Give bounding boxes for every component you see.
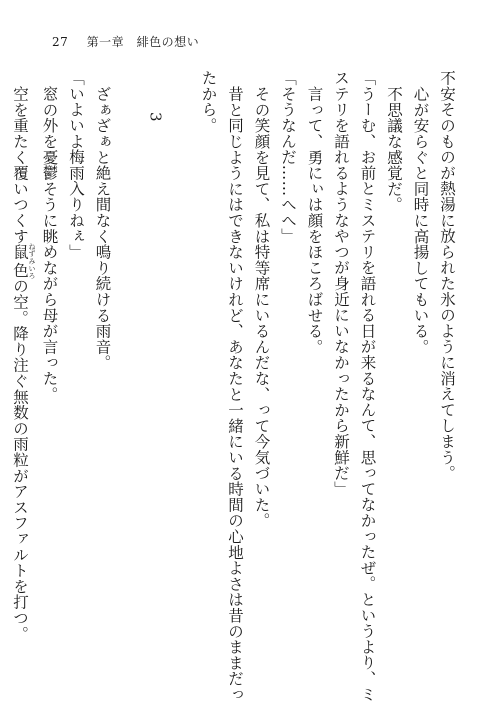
text-line: その笑顔を見て、私は特等席にいるんだな、って今気づいた。 <box>252 85 271 528</box>
novel-body-text <box>7 70 461 702</box>
text-line: 不思議な感覚だ。 <box>385 85 403 212</box>
blank-line <box>169 70 196 670</box>
text-line: 「そうなんだ……へへ」 <box>279 70 297 244</box>
text-line: 「うーむ、お前とミステリを語れる日が来るなんて、思ってなかったぜ。というより、ミ <box>358 70 377 702</box>
text-line-with-ruby <box>7 70 37 670</box>
text-line: 言って、勇にぃは顔をほころばせる。 <box>305 85 324 355</box>
text-segment: 空を重たく覆いつくす <box>11 85 29 244</box>
ruby-word <box>11 242 36 279</box>
text-line: 「いよいよ梅雨入りねぇ」 <box>67 70 85 260</box>
text-line: 心が安らぐと同時に高揚してもいる。 <box>411 85 430 355</box>
text-line: 窓の外を憂鬱そうに眺めながら母が言った。 <box>40 85 59 402</box>
text-line: 不安そのものが熱湯に放られた氷のように消えてしまう。 <box>438 70 456 481</box>
ruby-reading: ねずみいろ <box>28 242 36 279</box>
running-header <box>52 33 199 50</box>
chapter-title: 第一章 緋色の想い <box>86 35 200 49</box>
text-segment: の空。降り注ぐ無数の雨粒がアスファルトを打つ。 <box>11 277 29 641</box>
text-line: ステリを語れるようなやつが身近にいなかったから新鮮だ」 <box>332 70 350 497</box>
blank-line <box>116 70 143 670</box>
text-line: たから。 <box>199 70 218 134</box>
text-line: ざぁざぁと絶え間なく鳴り続ける雨音。 <box>93 85 112 370</box>
section-number: 3 <box>146 112 165 122</box>
ruby-base: 鼠色 <box>11 242 29 279</box>
page-number: 27 <box>52 35 69 49</box>
text-line: 昔と同じようにはできないけれど、あなたと一緒にいる時間の心地よさは昔のままだっ <box>226 85 244 702</box>
